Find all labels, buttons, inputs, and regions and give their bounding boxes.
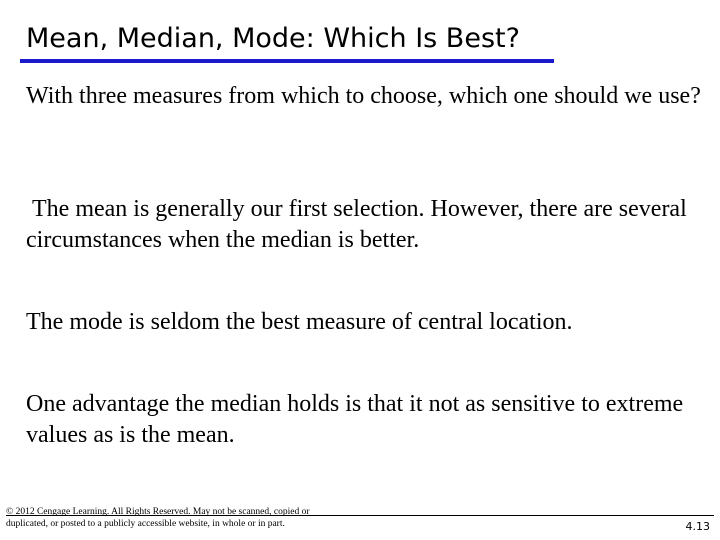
paragraph-median-advantage: One advantage the median holds is that it not as sensitive to extreme values as is the mean. <box>26 391 684 448</box>
slide-title: Mean, Median, Mode: Which Is Best? <box>26 23 520 54</box>
title-underline <box>20 59 554 63</box>
copyright-line-2: duplicated, or posted to a publicly accessible website, in whole or in part. <box>6 518 285 529</box>
paragraph-mean: The mean is generally our first selection. However, there are several circumstances when the median is better. <box>26 196 693 253</box>
page-number: 4.13 <box>685 520 710 533</box>
paragraph-mode: The mode is seldom the best measure of central location. <box>26 309 573 335</box>
copyright-notice <box>6 507 336 530</box>
copyright-line-1: © 2012 Cengage Learning. All Rights Reserved. May not be scanned, copied or <box>6 507 310 517</box>
paragraph-question: With three measures from which to choose, which one should we use? <box>26 83 701 109</box>
